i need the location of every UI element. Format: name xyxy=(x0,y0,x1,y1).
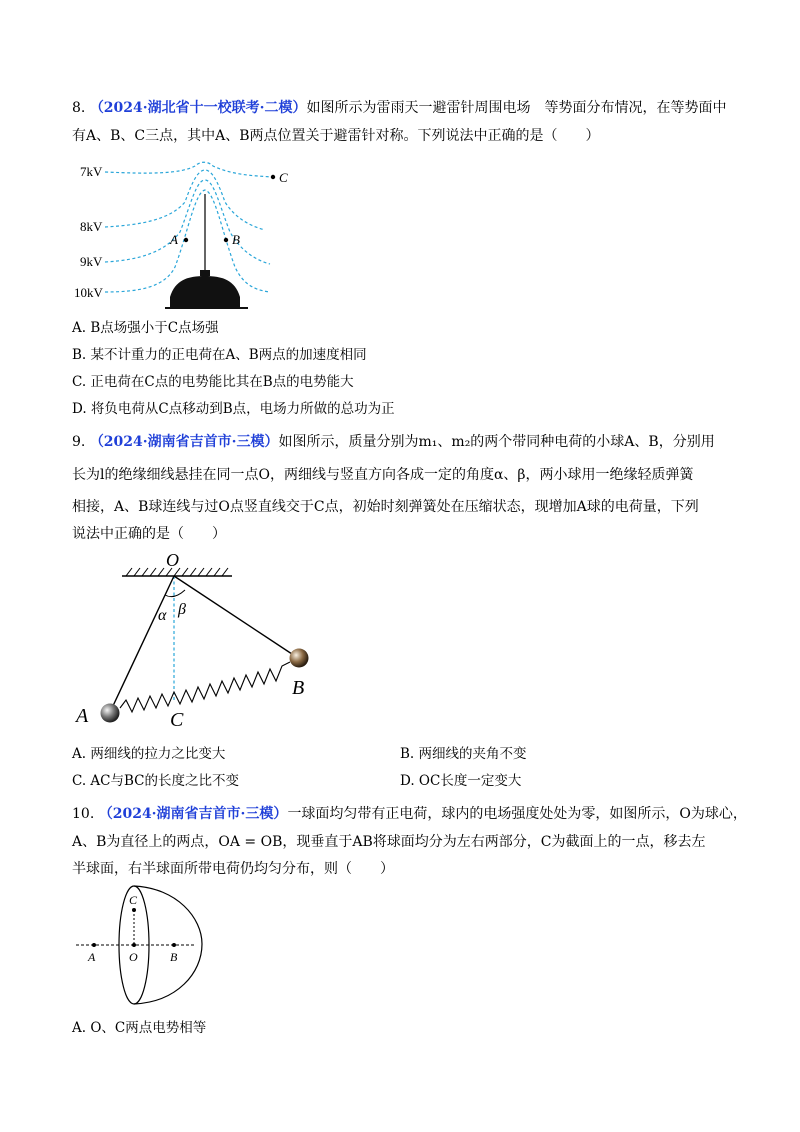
q9-stem-text1: 如图所示，质量分别为m₁、m₂的两个带同种电荷的小球A、B，分别用 xyxy=(278,434,715,450)
q8-option-b: B. 某不计重力的正电荷在A、B两点的加速度相同 xyxy=(72,347,367,363)
q10-stem-line1 xyxy=(72,804,747,824)
q9-spring xyxy=(120,662,290,712)
q10-point-o-dot xyxy=(132,943,136,947)
q8-option-d: D. 将负电荷从C点移动到B点，电场力所做的总功为正 xyxy=(72,401,395,417)
q8-stem-line1 xyxy=(72,98,727,118)
q8-point-b-dot xyxy=(224,238,228,242)
q8-point-c: C xyxy=(279,170,288,185)
q9-stem-line3: 相接，A、B球连线与过O点竖直线交于C点，初始时刻弹簧处在压缩状态，现增加A球的电荷量，下列 xyxy=(72,499,699,515)
q8-label-7kv: 7kV xyxy=(80,164,103,179)
q9-angle-arc xyxy=(165,590,185,597)
q10-stem-text1: 一球面均匀带有正电荷，球内的电场强度处处为零，如图所示，O为球心， xyxy=(287,806,747,822)
q8-label-9kv: 9kV xyxy=(80,254,103,269)
q8-stem-line2: 有A、B、C三点，其中A、B两点位置关于避雷针对称。下列说法中正确的是（ ） xyxy=(72,128,600,144)
q8-point-b: B xyxy=(232,232,240,247)
q9-angle-alpha: α xyxy=(158,607,167,624)
q9-ball-b xyxy=(290,649,309,668)
q8-label-8kv: 8kV xyxy=(80,219,103,234)
q9-stem-line2: 长为l的绝缘细线悬挂在同一点O，两细线与竖直方向各成一定的角度α、β，两小球用一绝缘轻质弹簧 xyxy=(72,467,694,483)
q8-label-10kv: 10kV xyxy=(74,285,103,300)
q10-point-a-dot xyxy=(92,943,96,947)
q8-rod-base xyxy=(170,276,240,307)
q8-stem-text1: 如图所示为雷雨天一避雷针周围电场 等势面分布情况，在等势面中 xyxy=(306,100,727,116)
q9-source: （2024·湖南省吉首市·三模） xyxy=(89,434,279,450)
q10-point-c: C xyxy=(129,893,138,907)
q10-point-a: A xyxy=(88,950,96,964)
q8-option-c: C. 正电荷在C点的电势能比其在B点的电势能大 xyxy=(72,374,354,390)
q10-option-a: A. O、C两点电势相等 xyxy=(72,1020,207,1036)
q9-ball-a xyxy=(101,704,120,723)
q10-point-c-dot xyxy=(132,908,136,912)
q9-stem-line4: 说法中正确的是（ ） xyxy=(72,526,226,542)
q9-point-a: A xyxy=(76,705,89,727)
q10-number: 10. xyxy=(72,806,95,822)
q9-option-d: D. OC长度一定变大 xyxy=(400,773,522,789)
q8-point-c-dot xyxy=(271,175,275,179)
q8-point-a-dot xyxy=(184,238,188,242)
q9-point-b: B xyxy=(292,677,305,699)
q8-source: （2024·湖北省十一校联考·二模） xyxy=(89,100,307,116)
q8-equipotential-7kv xyxy=(105,162,275,177)
q9-option-b: B. 两细线的夹角不变 xyxy=(400,746,527,762)
q9-angle-beta: β xyxy=(178,601,186,618)
q9-option-c: C. AC与BC的长度之比不变 xyxy=(72,773,240,789)
q8-lightning-rod-figure xyxy=(70,152,300,317)
q10-stem-line2: A、B为直径上的两点，OA = OB，现垂直于AB将球面均分为左右两部分，C为截面上的一点，移去左 xyxy=(72,834,706,850)
q9-stem-line1 xyxy=(72,432,715,452)
q8-option-a: A. B点场强小于C点场强 xyxy=(72,320,219,336)
q9-point-c: C xyxy=(170,709,184,731)
q10-hemisphere-figure xyxy=(72,878,212,1013)
q9-option-a: A. 两细线的拉力之比变大 xyxy=(72,746,226,762)
q8-rod-base-neck xyxy=(200,270,210,276)
q9-thread-b xyxy=(174,576,298,658)
q9-thread-a xyxy=(112,576,174,708)
q10-point-b: B xyxy=(170,950,178,964)
q10-stem-line3: 半球面，右半球面所带电荷仍均匀分布，则（ ） xyxy=(72,861,394,877)
q8-point-a: A xyxy=(170,232,178,247)
q9-pendulum-spring-figure xyxy=(70,550,330,735)
q9-point-o: O xyxy=(166,550,179,570)
q8-equipotential-8kv xyxy=(105,170,265,230)
q8-number: 8. xyxy=(72,100,86,116)
q10-point-o: O xyxy=(129,950,138,964)
q9-number: 9. xyxy=(72,434,86,450)
q10-point-b-dot xyxy=(172,943,176,947)
q10-source: （2024·湖南省吉首市·三模） xyxy=(98,806,288,822)
